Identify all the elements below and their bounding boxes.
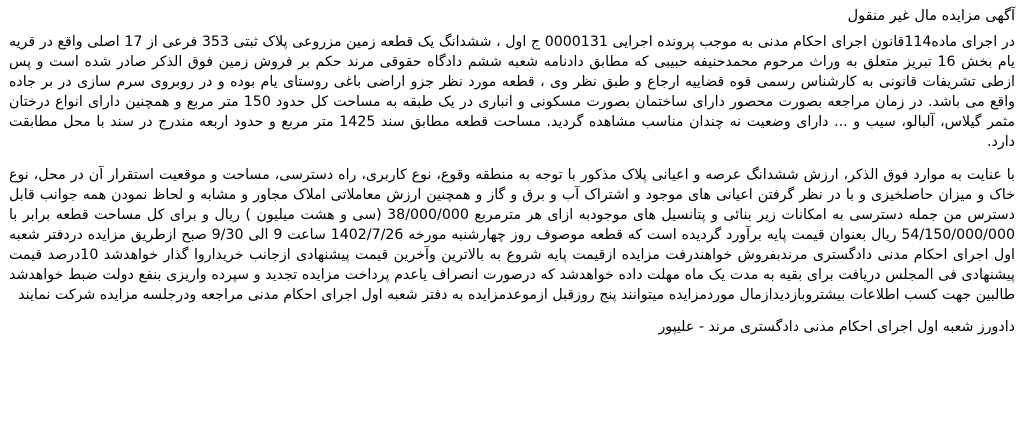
notice-signature: دادورز شعبه اول اجرای احکام مدنی دادگستری مرند - علیپور <box>658 319 1015 335</box>
notice-paragraph-auction-terms: با عنایت به موارد فوق الذکر، ارزش ششدانگ عرصه و اعیانی پلاک مذکور با توجه به منطقه وقوع، نوع کاربری، راه دسترسی، مساحت و موقعیت استقرار آن در محل، نوع خاک و میزان حاصلخیزی و با در نظر گرفتن اعیانی های موجود و اشتراک آب و برق و گاز و همچنین ارزش معاملاتی املاک مجاور و مشابه و لحاظ نمودن همه جوانب قابل دسترس من جمله دسترسی به امکانات زیر بنائی و پتانسیل های موجودبه ازای هر مترمربع 38/000/000 (سی و هشت میلیون ) ریال و برای کل مساحت قطعه برابر با 54/150/000/000 ریال بعنوان قیمت پایه برآورد گردیده است که قطعه موصوف روز چهارشنبه مورخه 1402/7/26 ساعت 9 الی 9/30 صبح ازطریق مزایده دردفتر شعبه اول اجرای احکام مدنی دادگستری مرندبفروش خواهندرفت مزایده ازقیمت پایه شروع به بالاترین وآخرین قیمت پیشنهادی ازجانب خریداروا گذار خواهدشد 10درصد قیمت پیشنهادی فی المجلس دریافت برای بقیه به مدت یک ماه مهلت داده خواهدشد که درصورت انصراف یاعدم پرداخت مزایده تجدید و سپرده واریزی بنفع دولت ضبط خواهدشد طالبین جهت کسب اطلاعات بیشتروبازدیدازمال موردمزایده میتوانند پنج روزقبل ازموعدمزایده به دفتر شعبه اول اجرای احکام مدنی مراجعه ودرجلسه مزایده شرکت نمایند <box>9 167 1016 303</box>
notice-title: آگهی مزایده مال غیر منقول <box>847 8 1015 24</box>
notice-paragraph-property-description: در اجرای ماده114قانون اجرای احکام مدنی به موجب پرونده اجرایی 0000131 ج اول ، ششدانگ یک قطعه زمین مزروعی پلاک ثبتی 353 فرعی از 17 اصلی واقع در قریه یام بخش 16 تبریز متعلق به وراث مرحوم محمدحنیفه حبیبی که مطابق دادنامه شعبه ششم دادگاه حقوقی مرند حکم بر فروش زمین فوق الذکر صادر شده است و پس ازطی تشریفات قانونی به کارشناس رسمی قوه قضاییه ارجاع و طبق نظر وی ، قطعه مورد نظر جزو اراضی باغی روستای یام بوده و در روبروی سرم سازی در بر جاده واقع می باشد. در زمان مراجعه بصورت محصور دارای ساختمان بصورت مسکونی و انباری در یک طبقه به مساحت کل حدود 150 متر مربع و همچنین دارای انواع درختان مثمر گیلاس، آلبالو، سیب و ... دارای وضعیت نه چندان مناسب مشاهده گردید. مساحت قطعه مطابق سند 1425 متر مربع و حدود اربعه مندرج در سند با محل مطابقت دارد. <box>9 34 1016 150</box>
